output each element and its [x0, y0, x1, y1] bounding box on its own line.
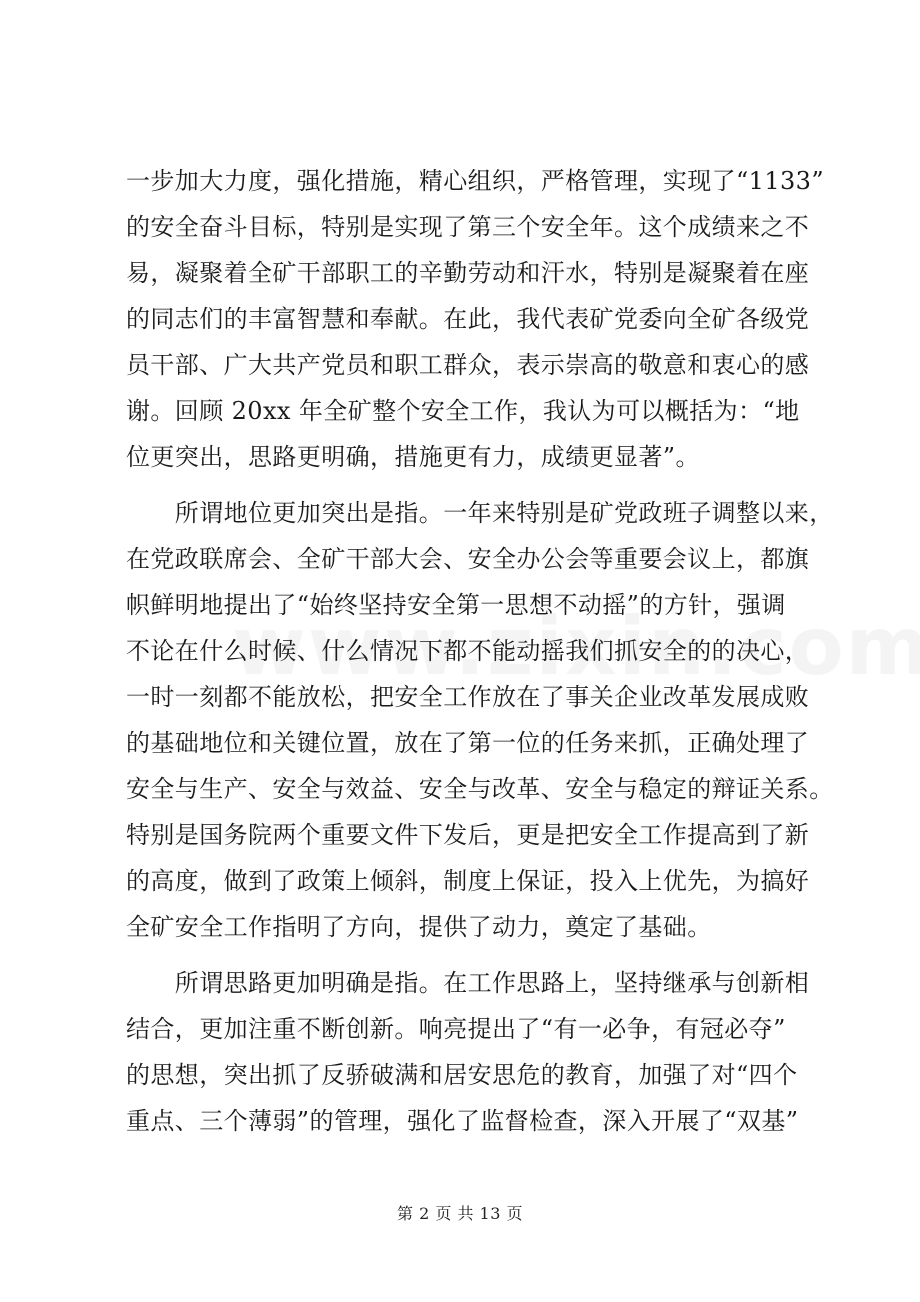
text-line: 在党政联席会、全矿干部大会、安全办公会等重要会议上，都旗 [126, 545, 810, 573]
text-line: 的同志们的丰富智慧和奉献。在此，我代表矿党委向全矿各级党 [126, 305, 810, 333]
text-line: 的基础地位和关键位置，放在了第一位的任务来抓，正确处理了 [126, 729, 810, 757]
text-line: 的安全奋斗目标，特别是实现了第三个安全年。这个成绩来之不 [126, 213, 810, 241]
text-line: 员干部、广大共产党员和职工群众，表示崇高的敬意和衷心的感 [126, 351, 810, 379]
text-line: 一时一刻都不能放松，把安全工作放在了事关企业改革发展成败 [126, 683, 810, 711]
text-line: 一步加大力度，强化措施，精心组织，严格管理，实现了“1133” [126, 167, 825, 195]
text-line: 全矿安全工作指明了方向，提供了动力，奠定了基础。 [126, 913, 712, 941]
text-line: 帜鲜明地提出了“始终坚持安全第一思想不动摇”的方针，强调 [126, 591, 786, 619]
text-line: 的高度，做到了政策上倾斜，制度上保证，投入上优先，为搞好 [126, 867, 810, 895]
text-line: 结合，更加注重不断创新。响亮提出了“有一必争，有冠必夺” [126, 1015, 786, 1043]
text-line: 的思想，突出抓了反骄破满和居安思危的教育，加强了对“四个 [126, 1061, 798, 1089]
text-line: 重点、三个薄弱”的管理，强化了监督检查，深入开展了“双基” [126, 1107, 799, 1135]
text-line: 所谓地位更加突出是指。一年来特别是矿党政班子调整以来， [126, 499, 834, 527]
text-line: 位更突出，思路更明确，措施更有力，成绩更显著”。 [126, 443, 700, 471]
text-line: 易，凝聚着全矿干部职工的辛勤劳动和汗水，特别是凝聚着在座 [126, 259, 810, 287]
text-line: 不论在什么时候、什么情况下都不能动摇我们抓安全的的决心， [126, 637, 810, 665]
text-line: 谢。回顾 20xx 年全矿整个安全工作，我认为可以概括为：“地 [126, 397, 800, 425]
page-footer: 第 2 页 共 13 页 [397, 1204, 523, 1223]
text-line: 所谓思路更加明确是指。在工作思路上，坚持继承与创新相 [126, 969, 810, 997]
text-line: 特别是国务院两个重要文件下发后，更是把安全工作提高到了新 [126, 821, 810, 849]
text-line: 安全与生产、安全与效益、安全与改革、安全与稳定的辩证关系。 [126, 775, 834, 803]
